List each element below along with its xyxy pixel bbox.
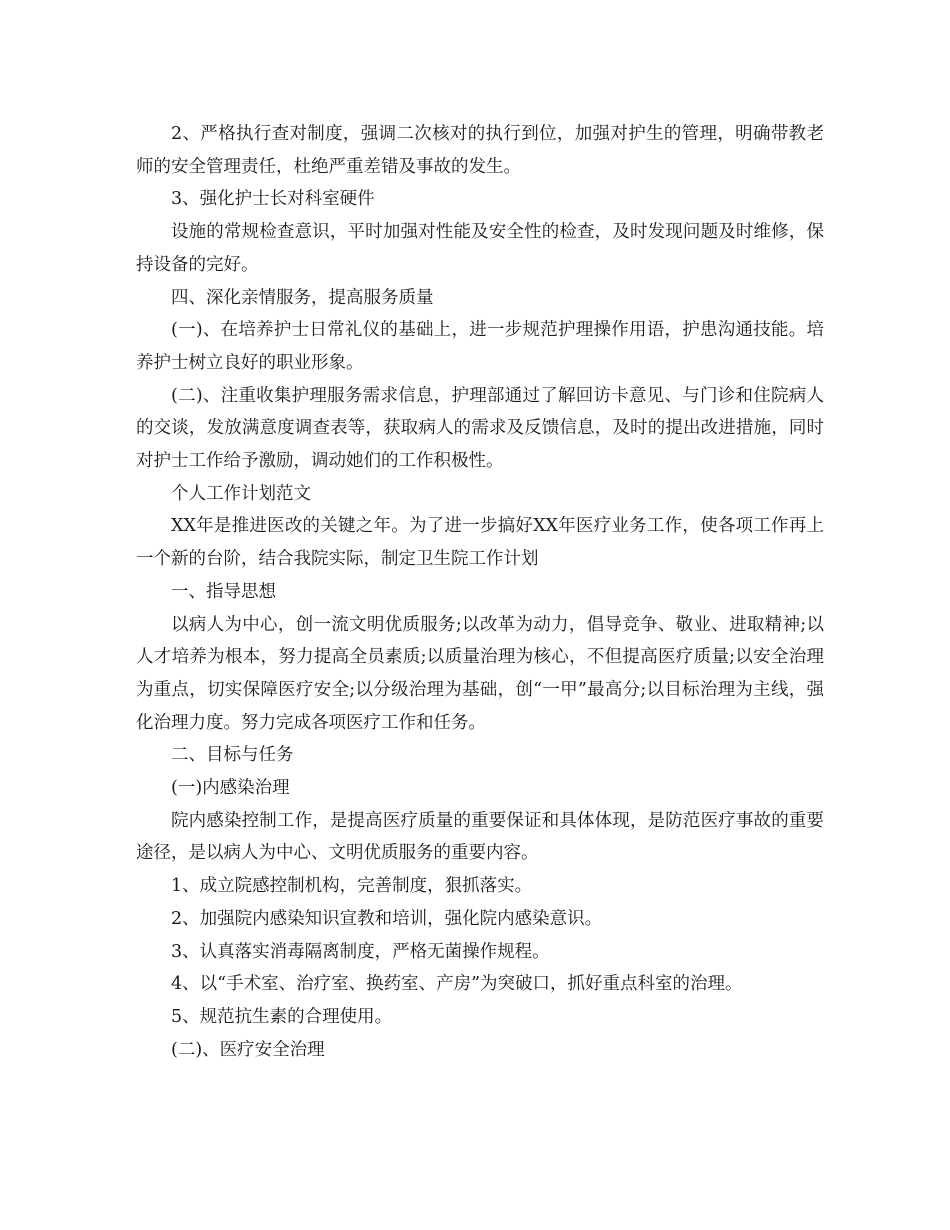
document-subtitle: 个人工作计划范文: [171, 483, 311, 504]
paragraph-head-nurse-inspection: 3、强化护士长对科室硬件: [171, 189, 375, 210]
paragraph-service-feedback: (二)、注重收集护理服务需求信息，护理部通过了解回访卡意见、与门诊和住院病人的交谈，发放满意度调查表等，获取病人的需求及反馈信息，及时的提出改进措施，同时对护士工作给予激励，调动她们的工作积极性。: [136, 385, 824, 472]
paragraph-etiquette: (一)、在培养护士日常礼仪的基础上，进一步规范护理操作用语，护患沟通技能。培养护士树立良好的职业形象。: [136, 320, 824, 373]
paragraph-guiding-ideology: 以病人为中心，创一流文明优质服务;以改革为动力，倡导竞争、敬业、进取精神;以人才培养为根本，努力提高全员素质;以质量治理为核心，不但提高医疗质量;以安全治理为重点，切实保障医疗安全;以分级治理为基础，创“一甲”最高分;以目标治理为主线，强化治理力度。努力完成各项医疗工作和任务。: [136, 614, 824, 733]
paragraph-check-system: 2、严格执行查对制度，强调二次核对的执行到位，加强对护生的管理，明确带教老师的安全管理责任，杜绝严重差错及事故的发生。: [136, 124, 824, 177]
list-item-2: 2、加强院内感染知识宣教和培训，强化院内感染意识。: [171, 908, 603, 929]
section-heading-service-quality: 四、深化亲情服务，提高服务质量: [171, 287, 434, 308]
list-item-1: 1、成立院感控制机构，完善制度，狠抓落实。: [171, 876, 533, 897]
list-item-5: 5、规范抗生素的合理使用。: [171, 1006, 393, 1027]
paragraph-intro: XX年是推进医改的关键之年。为了进一步搞好XX年医疗业务工作，使各项工作再上一个新的台阶，结合我院实际，制定卫生院工作计划: [136, 516, 824, 570]
paragraph-infection-control: 院内感染控制工作，是提高医疗质量的重要保证和具体体现，是防范医疗事故的重要途径，是以病人为中心、文明优质服务的重要内容。: [136, 810, 824, 864]
section-heading-goals-tasks: 二、目标与任务: [171, 745, 294, 766]
subsection-heading-infection-control: (一)内感染治理: [171, 778, 290, 799]
document-body: [136, 118, 824, 1066]
list-item-3: 3、认真落实消毒隔离制度，严格无菌操作规程。: [171, 941, 550, 962]
list-item-4: 4、以“手术室、治疗室、换药室、产房”为突破口，抓好重点科室的治理。: [171, 974, 743, 995]
paragraph-equipment-maintenance: 设施的常规检查意识，平时加强对性能及安全性的检查，及时发现问题及时维修，保持设备的完好。: [136, 222, 824, 275]
section-heading-guiding-ideology: 一、指导思想: [171, 581, 276, 602]
subsection-heading-medical-safety: (二)、医疗安全治理: [171, 1039, 325, 1060]
